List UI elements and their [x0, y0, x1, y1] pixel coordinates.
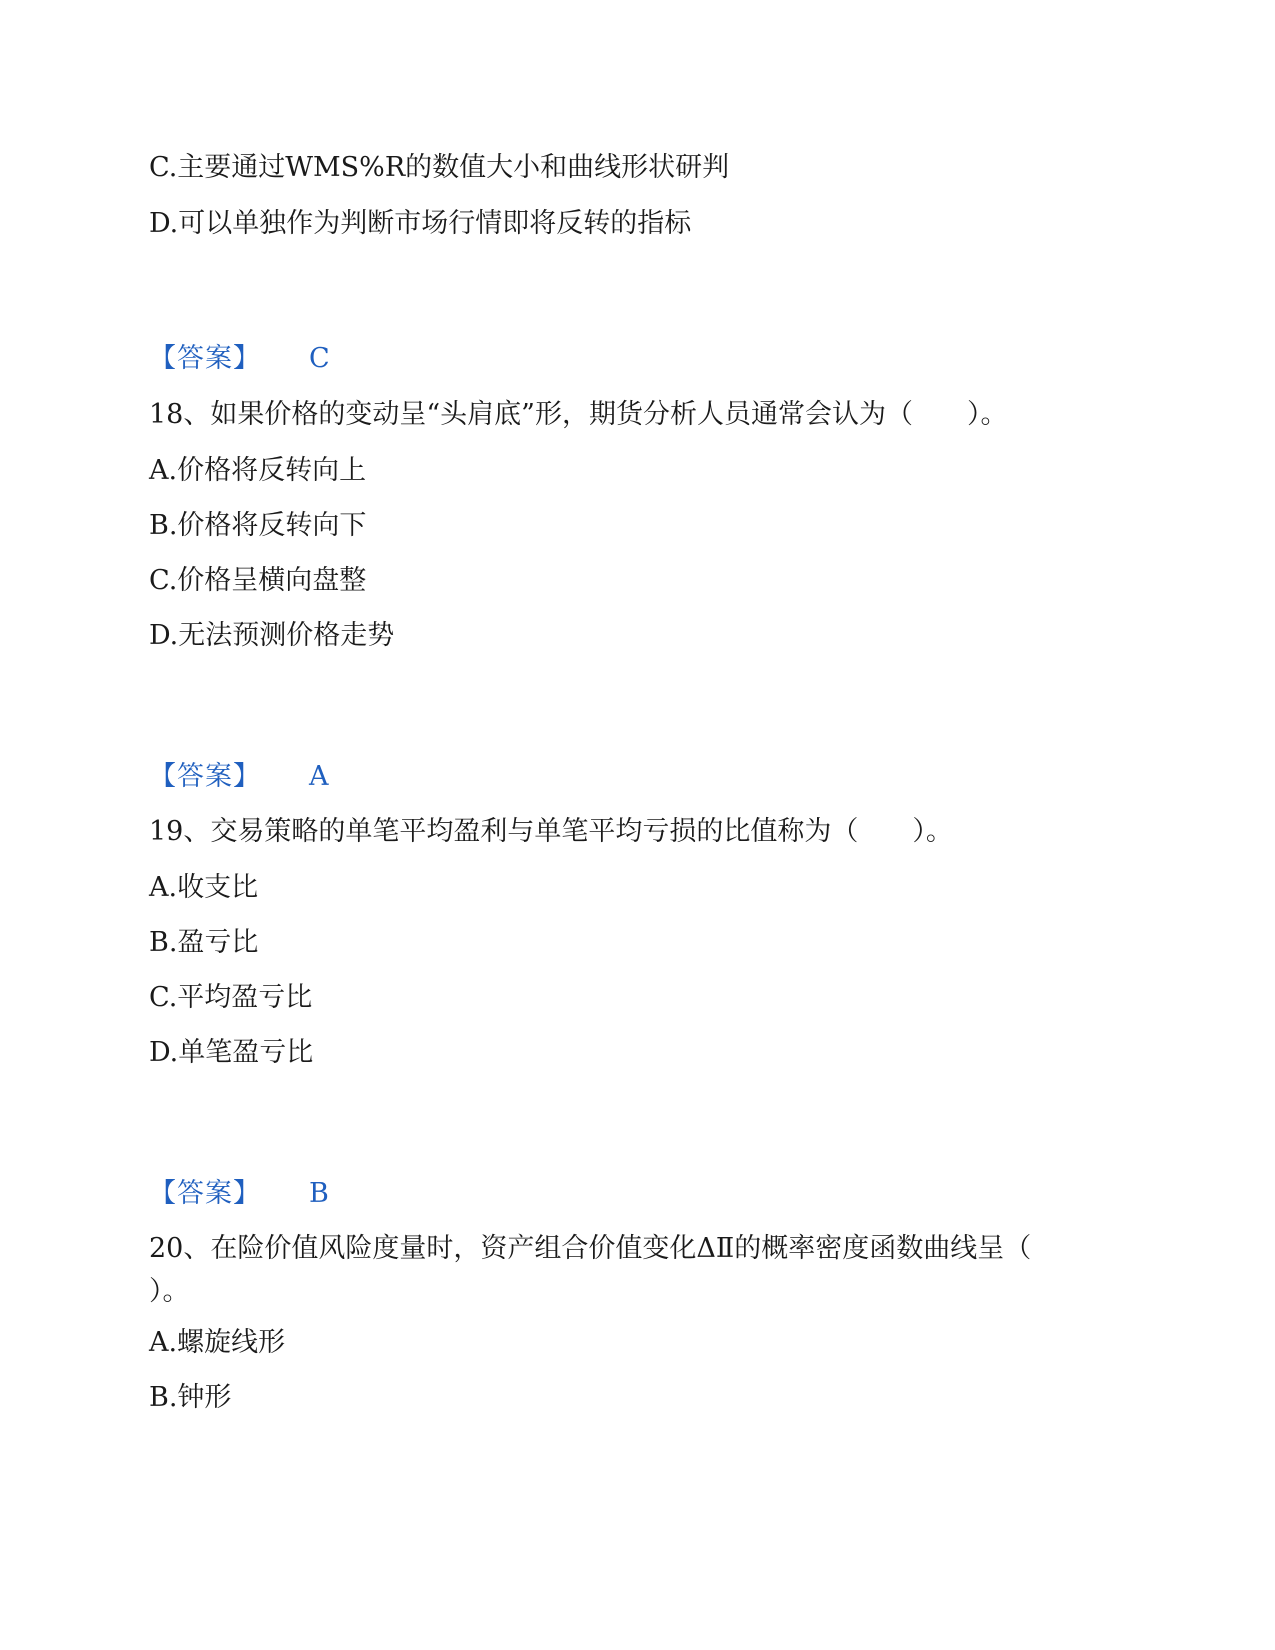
- answer-value: A: [309, 761, 329, 792]
- q19-option-c: C.平均盈亏比: [149, 982, 313, 1013]
- q17-option-c: C.主要通过WMS%R的数值大小和曲线形状研判: [149, 152, 730, 183]
- q18-option-d: D.无法预测价格走势: [149, 620, 395, 651]
- q19-question: 19、交易策略的单笔平均盈利与单笔平均亏损的比值称为（ ）。: [149, 816, 953, 847]
- q19-answer: [149, 1177, 329, 1211]
- answer-label: 【答案】: [149, 761, 261, 792]
- q20-question-line1: 20、在险价值风险度量时，资产组合价值变化ΔⅡ的概率密度函数曲线呈（: [149, 1233, 1032, 1264]
- answer-label: 【答案】: [149, 343, 261, 374]
- q20-option-b: B.钟形: [149, 1382, 232, 1413]
- q18-answer: [149, 760, 329, 794]
- q19-option-a: A.收支比: [149, 872, 259, 903]
- q17-option-d: D.可以单独作为判断市场行情即将反转的指标: [149, 208, 692, 239]
- q19-option-d: D.单笔盈亏比: [149, 1037, 314, 1068]
- q18-option-c: C.价格呈横向盘整: [149, 565, 367, 596]
- q17-answer: [149, 342, 330, 376]
- q18-question: 18、如果价格的变动呈“头肩底”形，期货分析人员通常会认为（ ）。: [149, 399, 1008, 430]
- q18-option-a: A.价格将反转向上: [149, 455, 367, 486]
- answer-value: B: [309, 1178, 329, 1209]
- answer-value: C: [309, 343, 330, 374]
- q20-question-line2: ）。: [149, 1276, 190, 1307]
- q19-option-b: B.盈亏比: [149, 927, 259, 958]
- answer-label: 【答案】: [149, 1178, 261, 1209]
- q18-option-b: B.价格将反转向下: [149, 510, 367, 541]
- q20-option-a: A.螺旋线形: [149, 1327, 286, 1358]
